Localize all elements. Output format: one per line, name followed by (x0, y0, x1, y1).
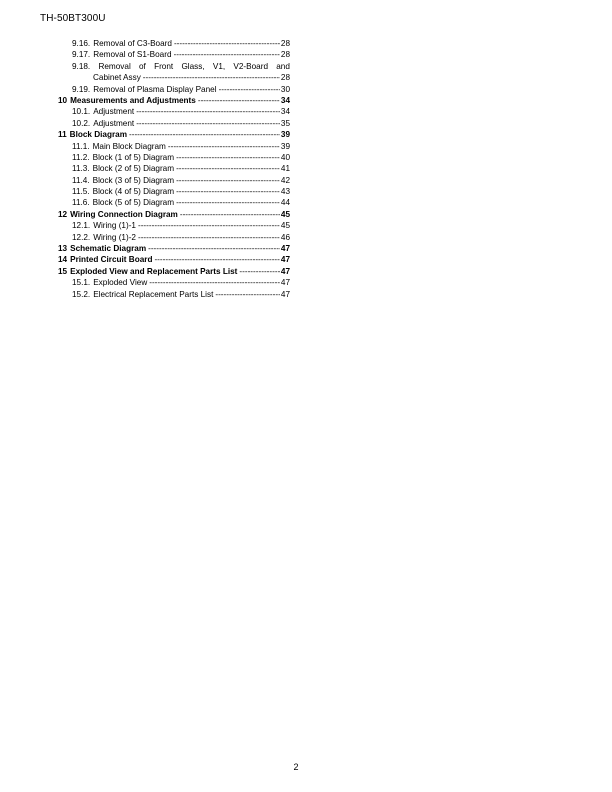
toc-entry-page: 35 (280, 118, 290, 128)
toc-entry-11-5[interactable] (58, 186, 290, 197)
toc-section-15[interactable] (58, 266, 290, 277)
toc-entry-11-1[interactable] (58, 141, 290, 152)
toc-entry-title: Block (3 of 5) Diagram (92, 175, 175, 185)
toc-entry-page: 28 (280, 39, 290, 48)
dot-leader (176, 197, 280, 208)
toc-entry-11-4[interactable] (58, 175, 290, 186)
toc-entry-number: 11.6. (72, 198, 90, 208)
toc-entry-number: 9.19. (72, 84, 91, 94)
toc-entry-title: Block (4 of 5) Diagram (92, 187, 175, 197)
dot-leader (176, 152, 280, 163)
toc-section-page: 45 (280, 209, 290, 219)
dot-leader (180, 209, 280, 220)
dot-leader (174, 49, 280, 60)
toc-entry-page: 47 (280, 289, 290, 299)
toc-entry-title: Block (1 of 5) Diagram (92, 152, 175, 162)
toc-entry-title-word: Front (154, 61, 174, 71)
toc-entry-15-2[interactable] (58, 289, 290, 300)
toc-entry-number: 9.18. (72, 61, 91, 71)
toc-entry-number: 15.1. (72, 278, 91, 288)
toc-section-page: 47 (280, 266, 290, 276)
toc-entry-title: Removal of C3-Board (93, 39, 172, 48)
dot-leader (136, 118, 280, 129)
toc-entry-number: 11.1. (72, 141, 90, 151)
toc-entry-12-1[interactable] (58, 220, 290, 231)
toc-entry-title-word: V2-Board (233, 61, 269, 71)
toc-section-title: Wiring Connection Diagram (70, 209, 178, 219)
toc-entry-title: Adjustment (93, 118, 135, 128)
dot-leader (148, 243, 280, 254)
toc-entry-title-word: and (276, 61, 290, 71)
dot-leader (138, 232, 280, 243)
toc-entry-title: Main Block Diagram (92, 141, 166, 151)
toc-entry-number: 12.2. (72, 232, 91, 242)
toc-entry-title: Exploded View (93, 278, 148, 288)
toc-entry-page: 34 (280, 107, 290, 117)
toc-entry-title: Electrical Replacement Parts List (93, 289, 214, 299)
toc-entry-title: Adjustment (93, 107, 135, 117)
toc-entry-page: 47 (280, 278, 290, 288)
dot-leader (136, 106, 280, 117)
toc-entry-number: 10.1. (72, 107, 91, 117)
toc-section-10[interactable] (58, 95, 290, 106)
dot-leader (198, 95, 280, 106)
toc-entry-title: Removal of S1-Board (93, 50, 172, 60)
toc-section-number: 10 (58, 95, 68, 105)
toc-entry-page: 42 (280, 175, 290, 185)
toc-section-number: 14 (58, 255, 68, 265)
toc-entry-page: 45 (280, 221, 290, 231)
toc-section-page: 34 (280, 95, 290, 105)
document-model-header: TH-50BT300U (40, 13, 106, 24)
toc-entry-page: 28 (280, 73, 290, 83)
dot-leader (129, 129, 280, 140)
table-of-contents (58, 38, 290, 300)
toc-entry-12-2[interactable] (58, 232, 290, 243)
toc-entry-number: 9.16. (72, 39, 91, 48)
toc-section-title: Printed Circuit Board (70, 255, 153, 265)
toc-entry-number: 11.3. (72, 164, 90, 174)
toc-section-page: 47 (280, 244, 290, 254)
toc-entry-page: 41 (280, 164, 290, 174)
toc-entry-page: 44 (280, 198, 290, 208)
toc-entry-title-word: V1, (212, 61, 226, 71)
dot-leader (149, 277, 280, 288)
toc-entry-number: 11.5. (72, 187, 90, 197)
toc-entry-page: 39 (280, 141, 290, 151)
toc-entry-number: 9.17. (72, 50, 91, 60)
toc-section-number: 12 (58, 209, 68, 219)
toc-entry-page: 28 (280, 50, 290, 60)
toc-section-page: 47 (280, 255, 290, 265)
toc-entry-title: Wiring (1)-1 (93, 221, 136, 231)
toc-section-page: 39 (280, 130, 290, 140)
toc-entry-9-16[interactable] (58, 38, 290, 49)
toc-entry-page: 43 (280, 187, 290, 197)
toc-entry-10-1[interactable] (58, 106, 290, 117)
toc-entry-9-18[interactable] (58, 61, 290, 84)
dot-leader (154, 254, 279, 265)
toc-entry-title-word: Removal (98, 61, 131, 71)
toc-entry-number: 11.4. (72, 175, 90, 185)
toc-entry-title-continued: Cabinet Assy (93, 73, 141, 83)
dot-leader (176, 163, 280, 174)
dot-leader (176, 186, 280, 197)
toc-entry-9-19[interactable] (58, 84, 290, 95)
dot-leader (219, 84, 280, 95)
toc-section-14[interactable] (58, 254, 290, 265)
dot-leader (239, 266, 279, 277)
toc-entry-10-2[interactable] (58, 118, 290, 129)
toc-section-number: 11 (58, 130, 67, 140)
dot-leader (176, 175, 280, 186)
toc-section-13[interactable] (58, 243, 290, 254)
toc-entry-number: 10.2. (72, 118, 91, 128)
toc-entry-title: Block (5 of 5) Diagram (92, 198, 175, 208)
dot-leader (215, 289, 280, 300)
toc-entry-number: 12.1. (72, 221, 91, 231)
toc-section-11[interactable] (58, 129, 290, 140)
toc-entry-number: 11.2. (72, 152, 90, 162)
dot-leader (168, 141, 280, 152)
page-number: 2 (293, 762, 299, 772)
dot-leader (138, 220, 280, 231)
toc-entry-title-word: of (139, 61, 146, 71)
toc-entry-11-3[interactable] (58, 163, 290, 174)
toc-entry-title: Wiring (1)-2 (93, 232, 136, 242)
toc-section-number: 13 (58, 244, 68, 254)
toc-section-12[interactable] (58, 209, 290, 220)
toc-entry-number: 15.2. (72, 289, 91, 299)
toc-entry-15-1[interactable] (58, 277, 290, 288)
toc-section-title: Block Diagram (69, 130, 127, 140)
toc-section-title: Schematic Diagram (70, 244, 147, 254)
toc-entry-title: Removal of Plasma Display Panel (93, 84, 217, 94)
toc-entry-title: Block (2 of 5) Diagram (92, 164, 175, 174)
toc-section-title: Exploded View and Replacement Parts List (70, 266, 238, 276)
toc-entry-11-2[interactable] (58, 152, 290, 163)
toc-entry-9-17[interactable] (58, 49, 290, 60)
toc-entry-title-word: Glass, (181, 61, 205, 71)
toc-section-title: Measurements and Adjustments (70, 95, 196, 105)
toc-entry-11-6[interactable] (58, 197, 290, 208)
toc-entry-page: 46 (280, 232, 290, 242)
toc-entry-page: 30 (280, 84, 290, 94)
dot-leader (174, 38, 280, 49)
dot-leader (143, 72, 280, 83)
toc-section-number: 15 (58, 266, 68, 276)
toc-entry-page: 40 (280, 152, 290, 162)
